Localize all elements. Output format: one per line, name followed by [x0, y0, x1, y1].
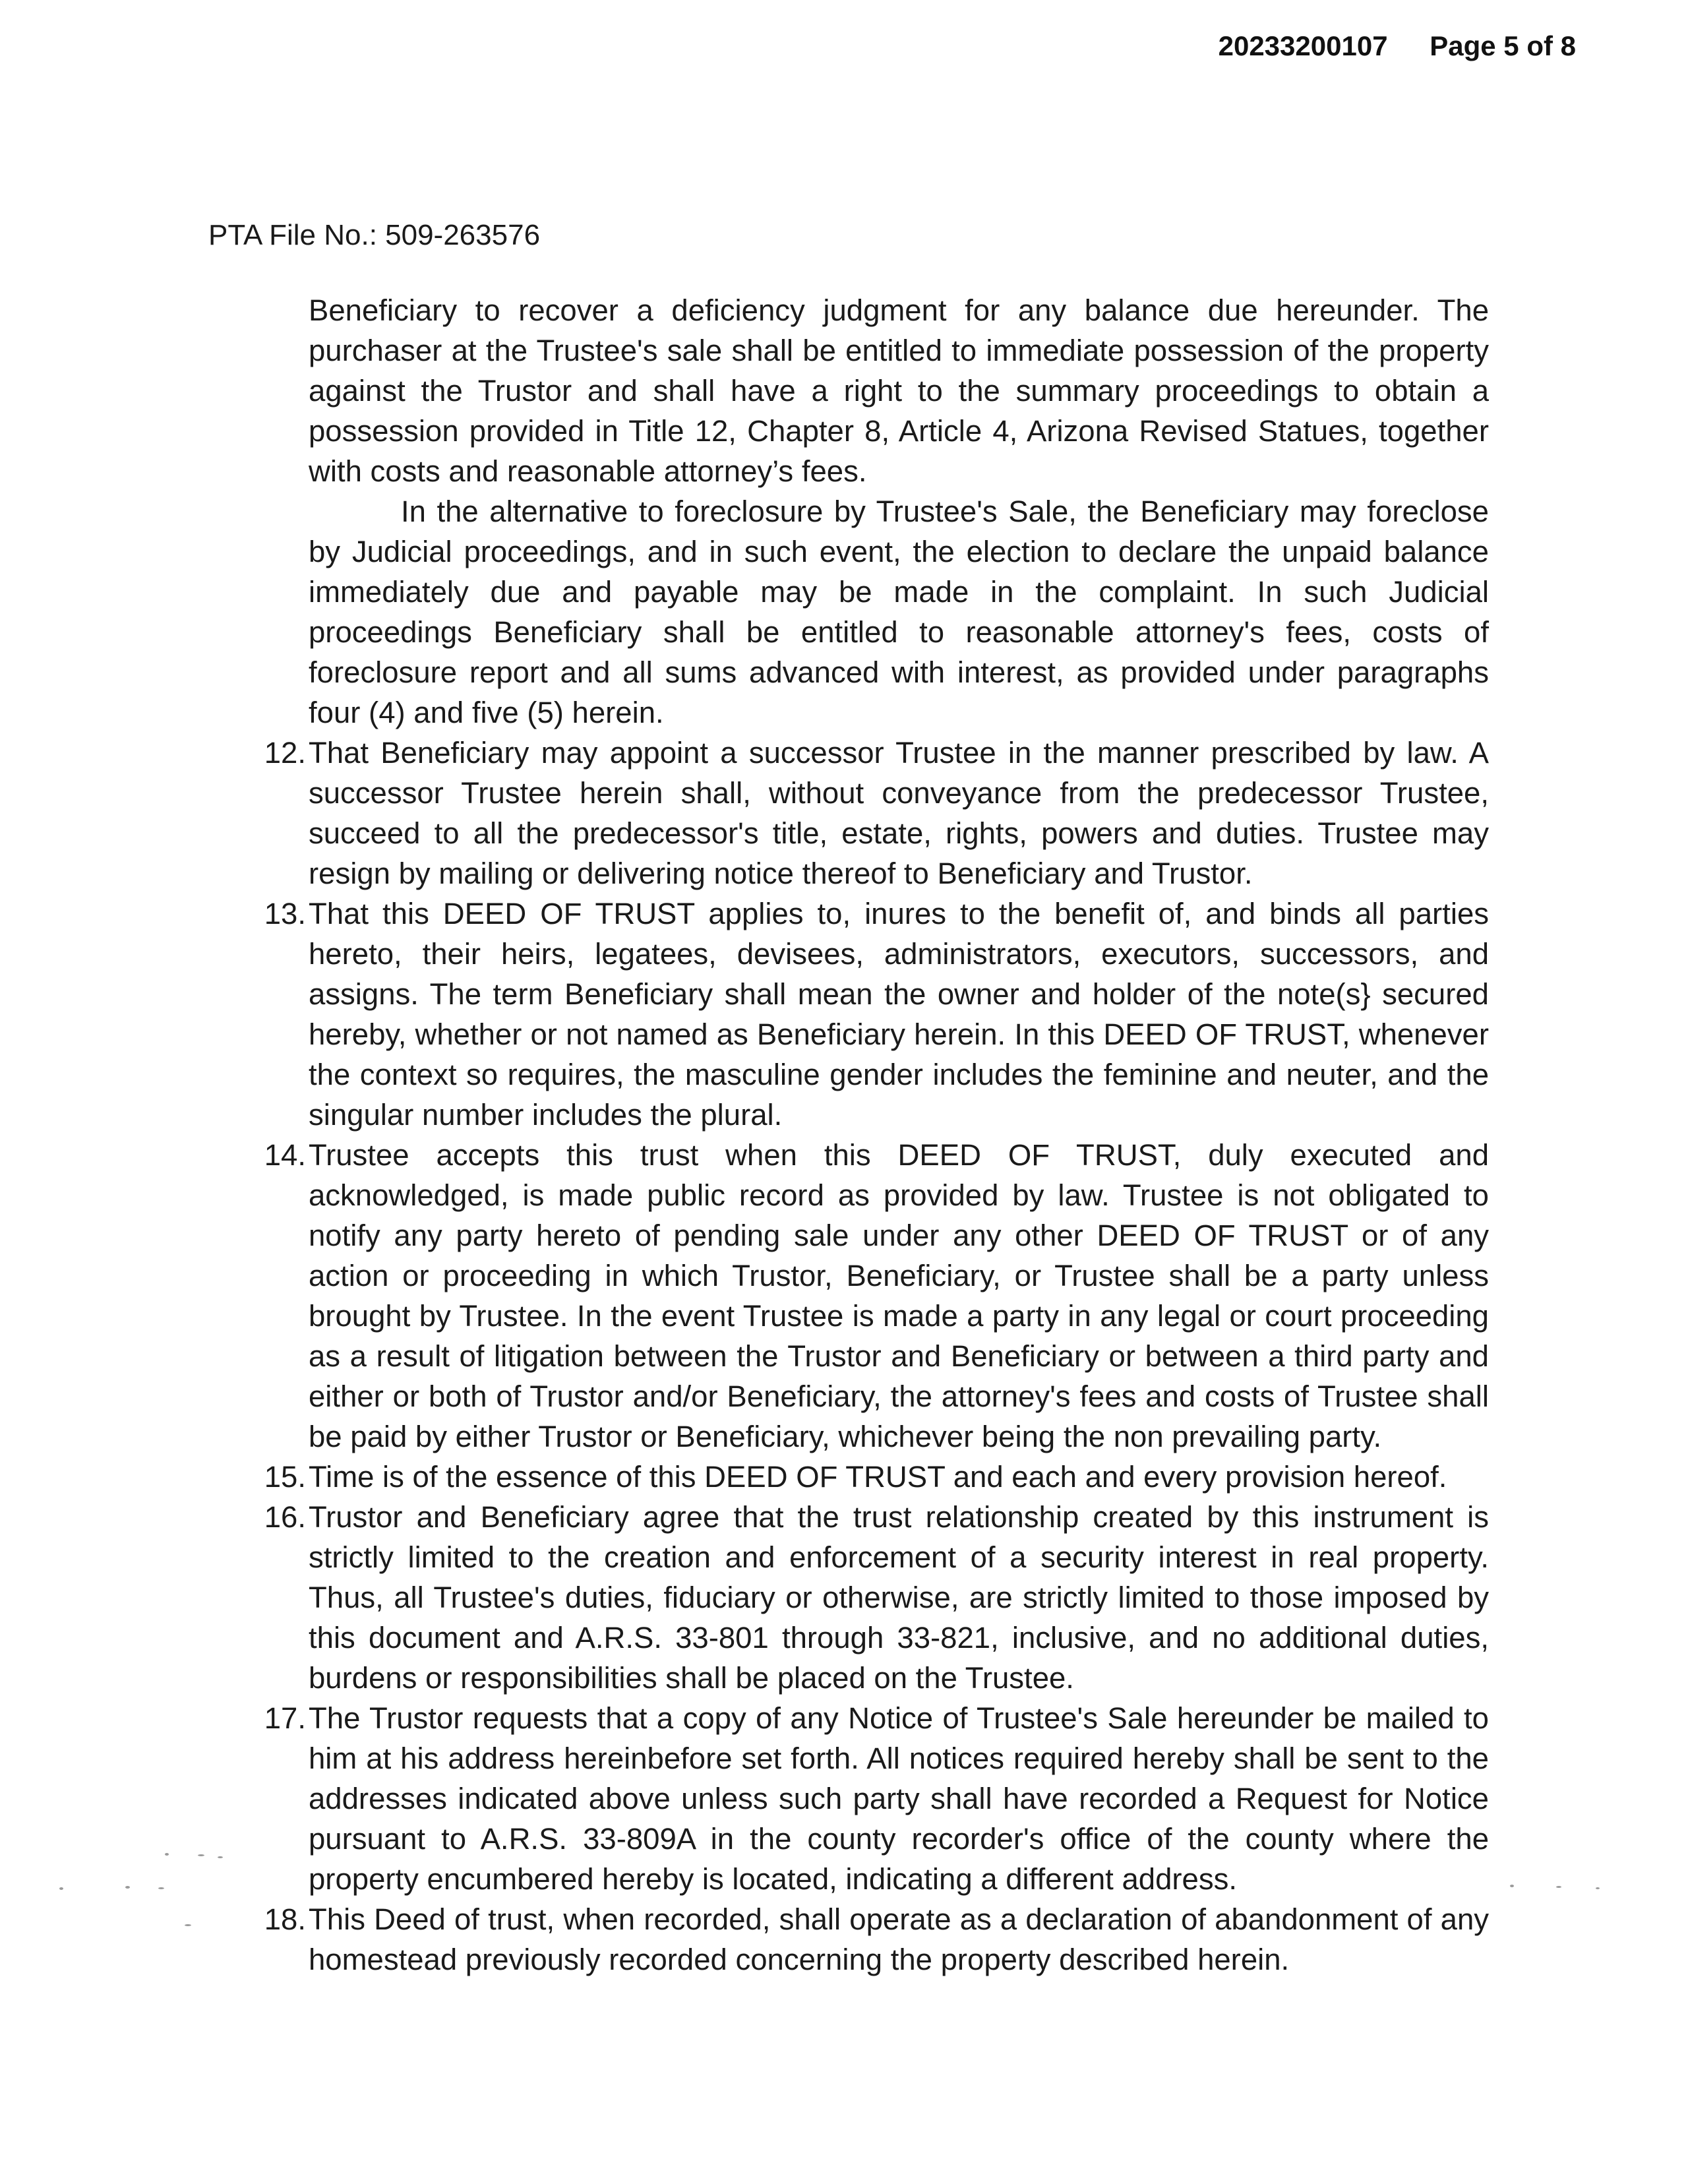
scan-speck — [59, 1887, 63, 1890]
item-number: 13. — [264, 897, 306, 930]
document-number: 20233200107 — [1218, 30, 1388, 61]
scan-speck — [185, 1924, 191, 1926]
item-text: That this DEED OF TRUST applies to, inures to the benefit of, and binds all parties hereto, their heirs, legatees, devisees, administrators, executors, successors, and assigns. The term Beneficiary shall mean the owner and holder of the note(s} secured hereby, whether or not named as Beneficiary herein. In this DEED OF TRUST, whenever the context so requires, the masculine gender includes the feminine and neuter, and the singular number includes the plural. — [309, 897, 1489, 1132]
scan-speck — [198, 1854, 204, 1856]
paragraph-continuation: Beneficiary to recover a deficiency judgment for any balance due hereunder. The purchaser at the Trustee's sale shall be entitled to immediate possession of the property against the Trustor and shall have a right to the summary proceedings to obtain a possession provided in Title 12, Chapter 8, Article 4, Arizona Revised Statues, together with costs and reasonable attorney’s fees. — [309, 293, 1489, 488]
page-number: Page 5 of 8 — [1430, 30, 1576, 61]
item-text: Time is of the essence of this DEED OF TRUST and each and every provision hereof. — [309, 1460, 1447, 1494]
list-item-15 — [264, 1457, 1489, 1497]
scan-speck — [1596, 1887, 1600, 1889]
item-text: This Deed of trust, when recorded, shall operate as a declaration of abandonment of any homestead previously recorded concerning the property described herein. — [309, 1902, 1489, 1976]
list-item-18 — [264, 1899, 1489, 1980]
scan-speck — [125, 1886, 130, 1889]
item-text: Trustee accepts this trust when this DEED OF TRUST, duly executed and acknowledged, is made public record as provided by law. Trustee is not obligated to notify any party hereto of pending sale under any other DEED OF TRUST or of any action or proceeding in which Trustor, Beneficiary, or Trustee shall be a party unless brought by Trustee. In the event Trustee is made a party in any legal or court proceeding as a result of litigation between the Trustor and Beneficiary or between a third party and either or both of Trustor and/or Beneficiary, the attorney's fees and costs of Trustee shall be paid by either Trustor or Beneficiary, whichever being the non prevailing party. — [309, 1138, 1489, 1453]
item-text: Trustor and Beneficiary agree that the trust relationship created by this instrument is strictly limited to the creation and enforcement of a security interest in real property. Thus, all Trustee's duties, fiduciary or otherwise, are strictly limited to those imposed by this document and A.R.S. 33-801 through 33-821, inclusive, and no additional duties, burdens or responsibilities shall be placed on the Trustee. — [309, 1500, 1489, 1695]
scan-speck — [218, 1856, 223, 1858]
item-number: 12. — [264, 736, 306, 770]
paragraph-alternative-foreclosure: In the alternative to foreclosure by Trustee's Sale, the Beneficiary may foreclose by Judicial proceedings, and in such event, the election to declare the unpaid balance immediately due and payable may be made in the complaint. In such Judicial proceedings Beneficiary shall be entitled to reasonable attorney's fees, costs of foreclosure report and all sums advanced with interest, as provided under paragraphs four (4) and five (5) herein. — [309, 495, 1489, 729]
list-item-16 — [264, 1497, 1489, 1698]
file-reference: PTA File No.: 509-263576 — [208, 219, 541, 251]
list-item-14 — [264, 1135, 1489, 1457]
item-text: That Beneficiary may appoint a successor Trustee in the manner prescribed by law. A successor Trustee herein shall, without conveyance from the predecessor Trustee, succeed to all the predecessor's title, estate, rights, powers and duties. Trustee may resign by mailing or delivering notice thereof to Beneficiary and Trustor. — [309, 736, 1489, 890]
item-text: The Trustor requests that a copy of any Notice of Trustee's Sale hereunder be mailed to him at his address hereinbefore set forth. All notices required hereby shall be sent to the addresses indicated above unless such party shall have recorded a Request for Notice pursuant to A.R.S. 33-809A in the county recorder's office of the county where the property encumbered hereby is located, indicating a different address. — [309, 1701, 1489, 1896]
item-number: 16. — [264, 1500, 306, 1534]
item-number: 15. — [264, 1460, 306, 1494]
list-item-13 — [264, 894, 1489, 1135]
scan-speck — [1556, 1886, 1561, 1888]
scan-speck — [158, 1887, 164, 1889]
document-body — [264, 290, 1489, 1980]
page-header — [1219, 30, 1576, 62]
item-number: 18. — [264, 1902, 306, 1936]
scan-speck — [1510, 1885, 1514, 1887]
item-number: 17. — [264, 1701, 306, 1735]
list-item-12 — [264, 733, 1489, 894]
scan-speck — [165, 1853, 169, 1856]
list-item-17 — [264, 1698, 1489, 1899]
item-number: 14. — [264, 1138, 306, 1172]
